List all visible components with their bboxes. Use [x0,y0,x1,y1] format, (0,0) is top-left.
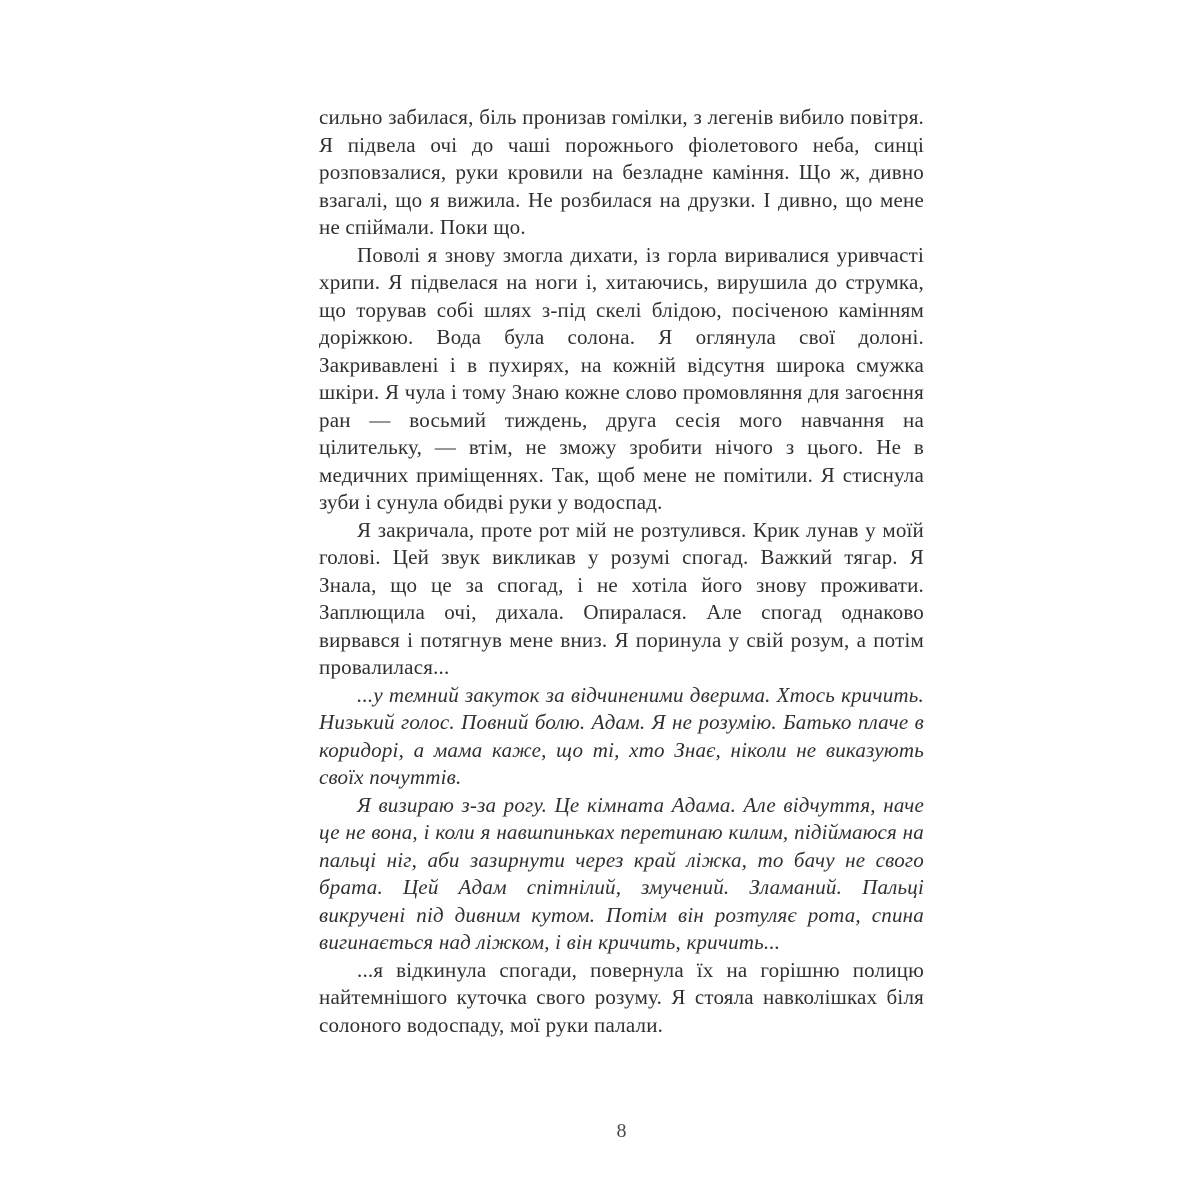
paragraph-memory-italic: Я визираю з-за рогу. Це кімната Адама. Але відчуття, наче це не вона, і коли я навшпиньках перетинаю килим, підіймаюся на пальці ніг, аби зазирнути через край ліжка, то бачу не свого брата. Цей Адам спітнілий, змучений. Зламаний. Пальці викручені під дивним кутом. Потім він розтуляє рота, спина вигинається над ліжком, і він кричить, кричить... [319,792,924,954]
page-number: 8 [616,1120,627,1142]
paragraph-body: Я закричала, проте рот мій не розтулився. Крик лунав у моїй голові. Цей звук викликав у розумі спогад. Важкий тягар. Я Знала, що це за спогад, і не хотіла його знову проживати. Заплющила очі, дихала. Опиралася. Але спогад однаково вирвався і потягнув мене вниз. Я поринула у свій розум, а потім провалилася... [319,517,924,679]
paragraph-continuation: сильно забилася, біль пронизав гомілки, з легенів вибило повітря. Я підвела очі до чаші порожнього фіолетового неба, синці розповзалися, руки кровили на безладне каміння. Що ж, дивно взагалі, що я вижила. Не розбилася на друзки. І дивно, що мене не спіймали. Поки що. [319,105,924,239]
paragraph-body: Поволі я знову змогла дихати, із горла виривалися уривчасті хрипи. Я підвелася на ноги і, хитаючись, вирушила до струмка, що торував собі шлях з-під скелі блідою, посіченою камінням доріжкою. Вода була солона. Я оглянула свої долоні. Закривавлені і в пухирях, на кожній відсутня широка смужка шкіри. Я чула і тому Знаю кожне слово промовляння для загоєння ран — восьмий тиждень, друга сесія мого навчання на цілительку, — втім, не зможу зробити нічого з цього. Не в медичних приміщеннях. Так, щоб мене не помітили. Я стиснула зуби і сунула обидві руки у водоспад. [319,242,924,514]
paragraph-memory-italic: ...у темний закуток за відчиненими дверима. Хтось кричить. Низький голос. Повний болю. Адам. Я не розумію. Батько плаче в коридорі, а мама каже, що ті, хто Знає, ніколи не виказують своїх почуттів. [319,682,924,789]
paragraph-body: ...я відкинула спогади, повернула їх на горішню полицю найтемнішого куточка свого розуму. Я стояла навколішках біля солоного водоспаду, мої руки палали. [319,957,924,1037]
text-block [319,104,924,1039]
